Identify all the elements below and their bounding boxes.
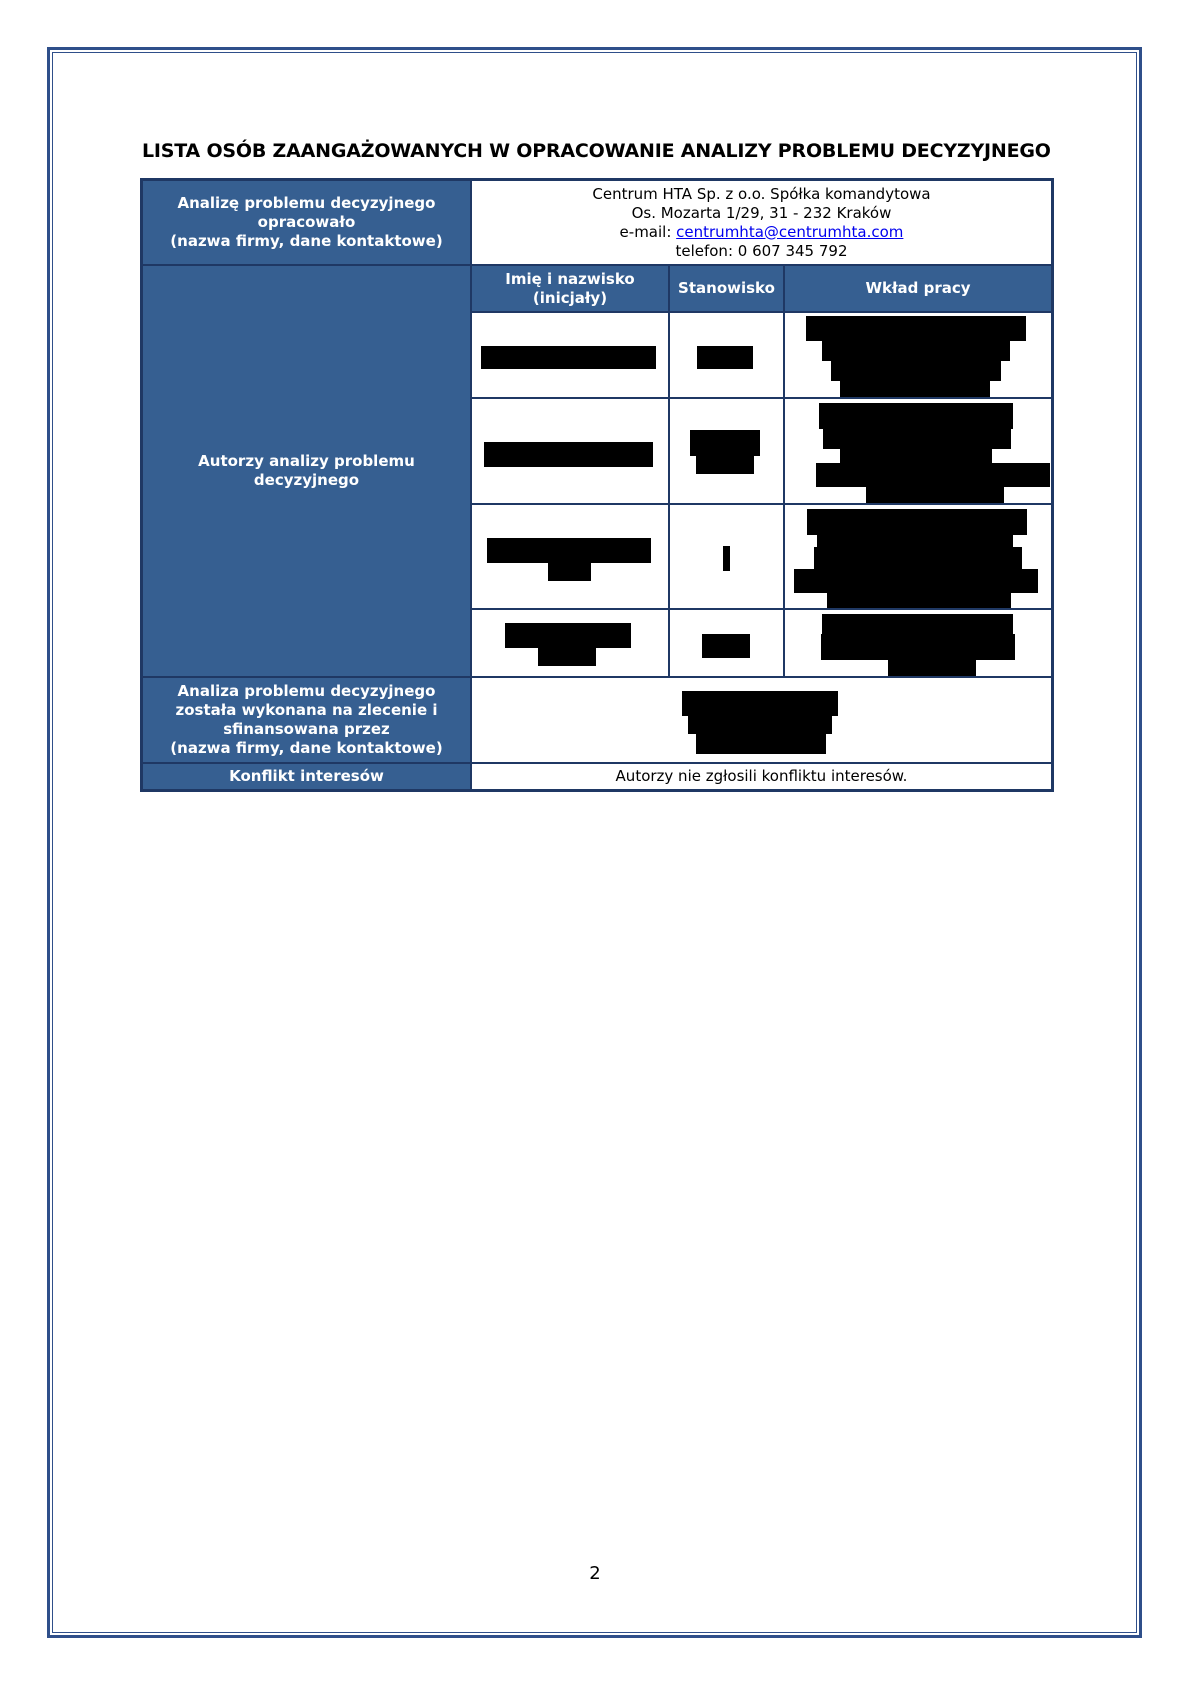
conflict-value: Autorzy nie zgłosili konfliktu interesów.: [472, 764, 1051, 789]
redaction-block: [819, 403, 1013, 429]
redaction-block: [814, 547, 1022, 571]
company-email-line: [592, 223, 930, 242]
redaction-block: [697, 346, 753, 369]
author-contribution-cell: [785, 505, 1051, 608]
redaction-block: [690, 430, 760, 456]
author-name-cell: [472, 505, 668, 608]
redaction-block: [696, 454, 754, 474]
commissioned-by-label: [143, 678, 470, 762]
prepared-by-label-line: opracowało: [257, 213, 356, 231]
author-contribution-cell: [785, 610, 1051, 676]
redaction-block: [840, 379, 990, 397]
author-position-cell: [670, 610, 783, 676]
company-name: Centrum HTA Sp. z o.o. Spółka komandytowa: [592, 184, 931, 203]
column-header-name-line: (inicjały): [532, 288, 608, 307]
commissioned-by-label-line: (nazwa firmy, dane kontaktowe): [170, 739, 443, 757]
column-header-name: [472, 266, 668, 311]
prepared-by-label-line: (nazwa firmy, dane kontaktowe): [170, 232, 443, 250]
author-position-cell: [670, 313, 783, 397]
author-contribution-cell: [785, 399, 1051, 503]
redaction-block: [827, 591, 1011, 608]
redaction-block: [702, 634, 750, 658]
redaction-block: [823, 427, 1011, 449]
prepared-by-label: [143, 181, 470, 264]
redaction-block: [538, 646, 596, 666]
conflict-label: Konflikt interesów: [143, 764, 470, 789]
redaction-block: [481, 346, 656, 369]
commissioned-by-label-line: sfinansowana przez: [223, 720, 390, 738]
email-label: e-mail:: [619, 222, 677, 241]
redaction-block: [505, 623, 631, 648]
involved-persons-table: [140, 178, 1054, 792]
email-link[interactable]: centrumhta@centrumhta.com: [676, 222, 904, 241]
author-name-cell: [472, 313, 668, 397]
page-title: LISTA OSÓB ZAANGAŻOWANYCH W OPRACOWANIE ANALIZY PROBLEMU DECYZYJNEGO: [142, 140, 1051, 162]
redaction-block: [794, 569, 1038, 593]
redaction-block: [807, 509, 1027, 535]
column-header-contribution: Wkład pracy: [785, 266, 1051, 311]
redaction-block: [831, 359, 1001, 381]
redaction-block: [688, 714, 832, 734]
redaction-block: [548, 561, 591, 581]
redaction-block: [806, 316, 1026, 341]
author-position-cell: [670, 505, 783, 608]
column-header-position: Stanowisko: [670, 266, 783, 311]
author-position-cell: [670, 399, 783, 503]
commissioned-by-label-line: Analiza problemu decyzyjnego: [177, 682, 436, 700]
prepared-by-label-line: Analizę problemu decyzyjnego: [177, 194, 436, 212]
redaction-block: [484, 442, 653, 467]
author-name-cell: [472, 610, 668, 676]
prepared-by-value: [472, 181, 1051, 264]
authors-label: [143, 266, 470, 676]
redaction-block: [821, 634, 1015, 660]
page-number: 2: [589, 1563, 601, 1584]
author-contribution-cell: [785, 313, 1051, 397]
redaction-block: [487, 538, 651, 563]
redaction-block: [682, 691, 838, 716]
company-address: Os. Mozarta 1/29, 31 - 232 Kraków: [631, 203, 892, 222]
redaction-block: [816, 463, 1050, 487]
redaction-block: [866, 485, 1004, 503]
author-name-cell: [472, 399, 668, 503]
column-header-name-line: Imię i nazwisko: [505, 269, 635, 288]
redaction-block: [822, 339, 1010, 361]
redaction-block: [723, 546, 730, 571]
redaction-block: [822, 614, 1013, 636]
authors-label-line: decyzyjnego: [253, 471, 360, 489]
redaction-block: [696, 732, 826, 754]
company-phone: telefon: 0 607 345 792: [675, 241, 848, 260]
commissioned-by-label-line: została wykonana na zlecenie i: [175, 701, 438, 719]
redaction-block: [888, 658, 976, 676]
commissioned-by-value: [472, 678, 1051, 762]
authors-label-line: Autorzy analizy problemu: [198, 452, 415, 470]
